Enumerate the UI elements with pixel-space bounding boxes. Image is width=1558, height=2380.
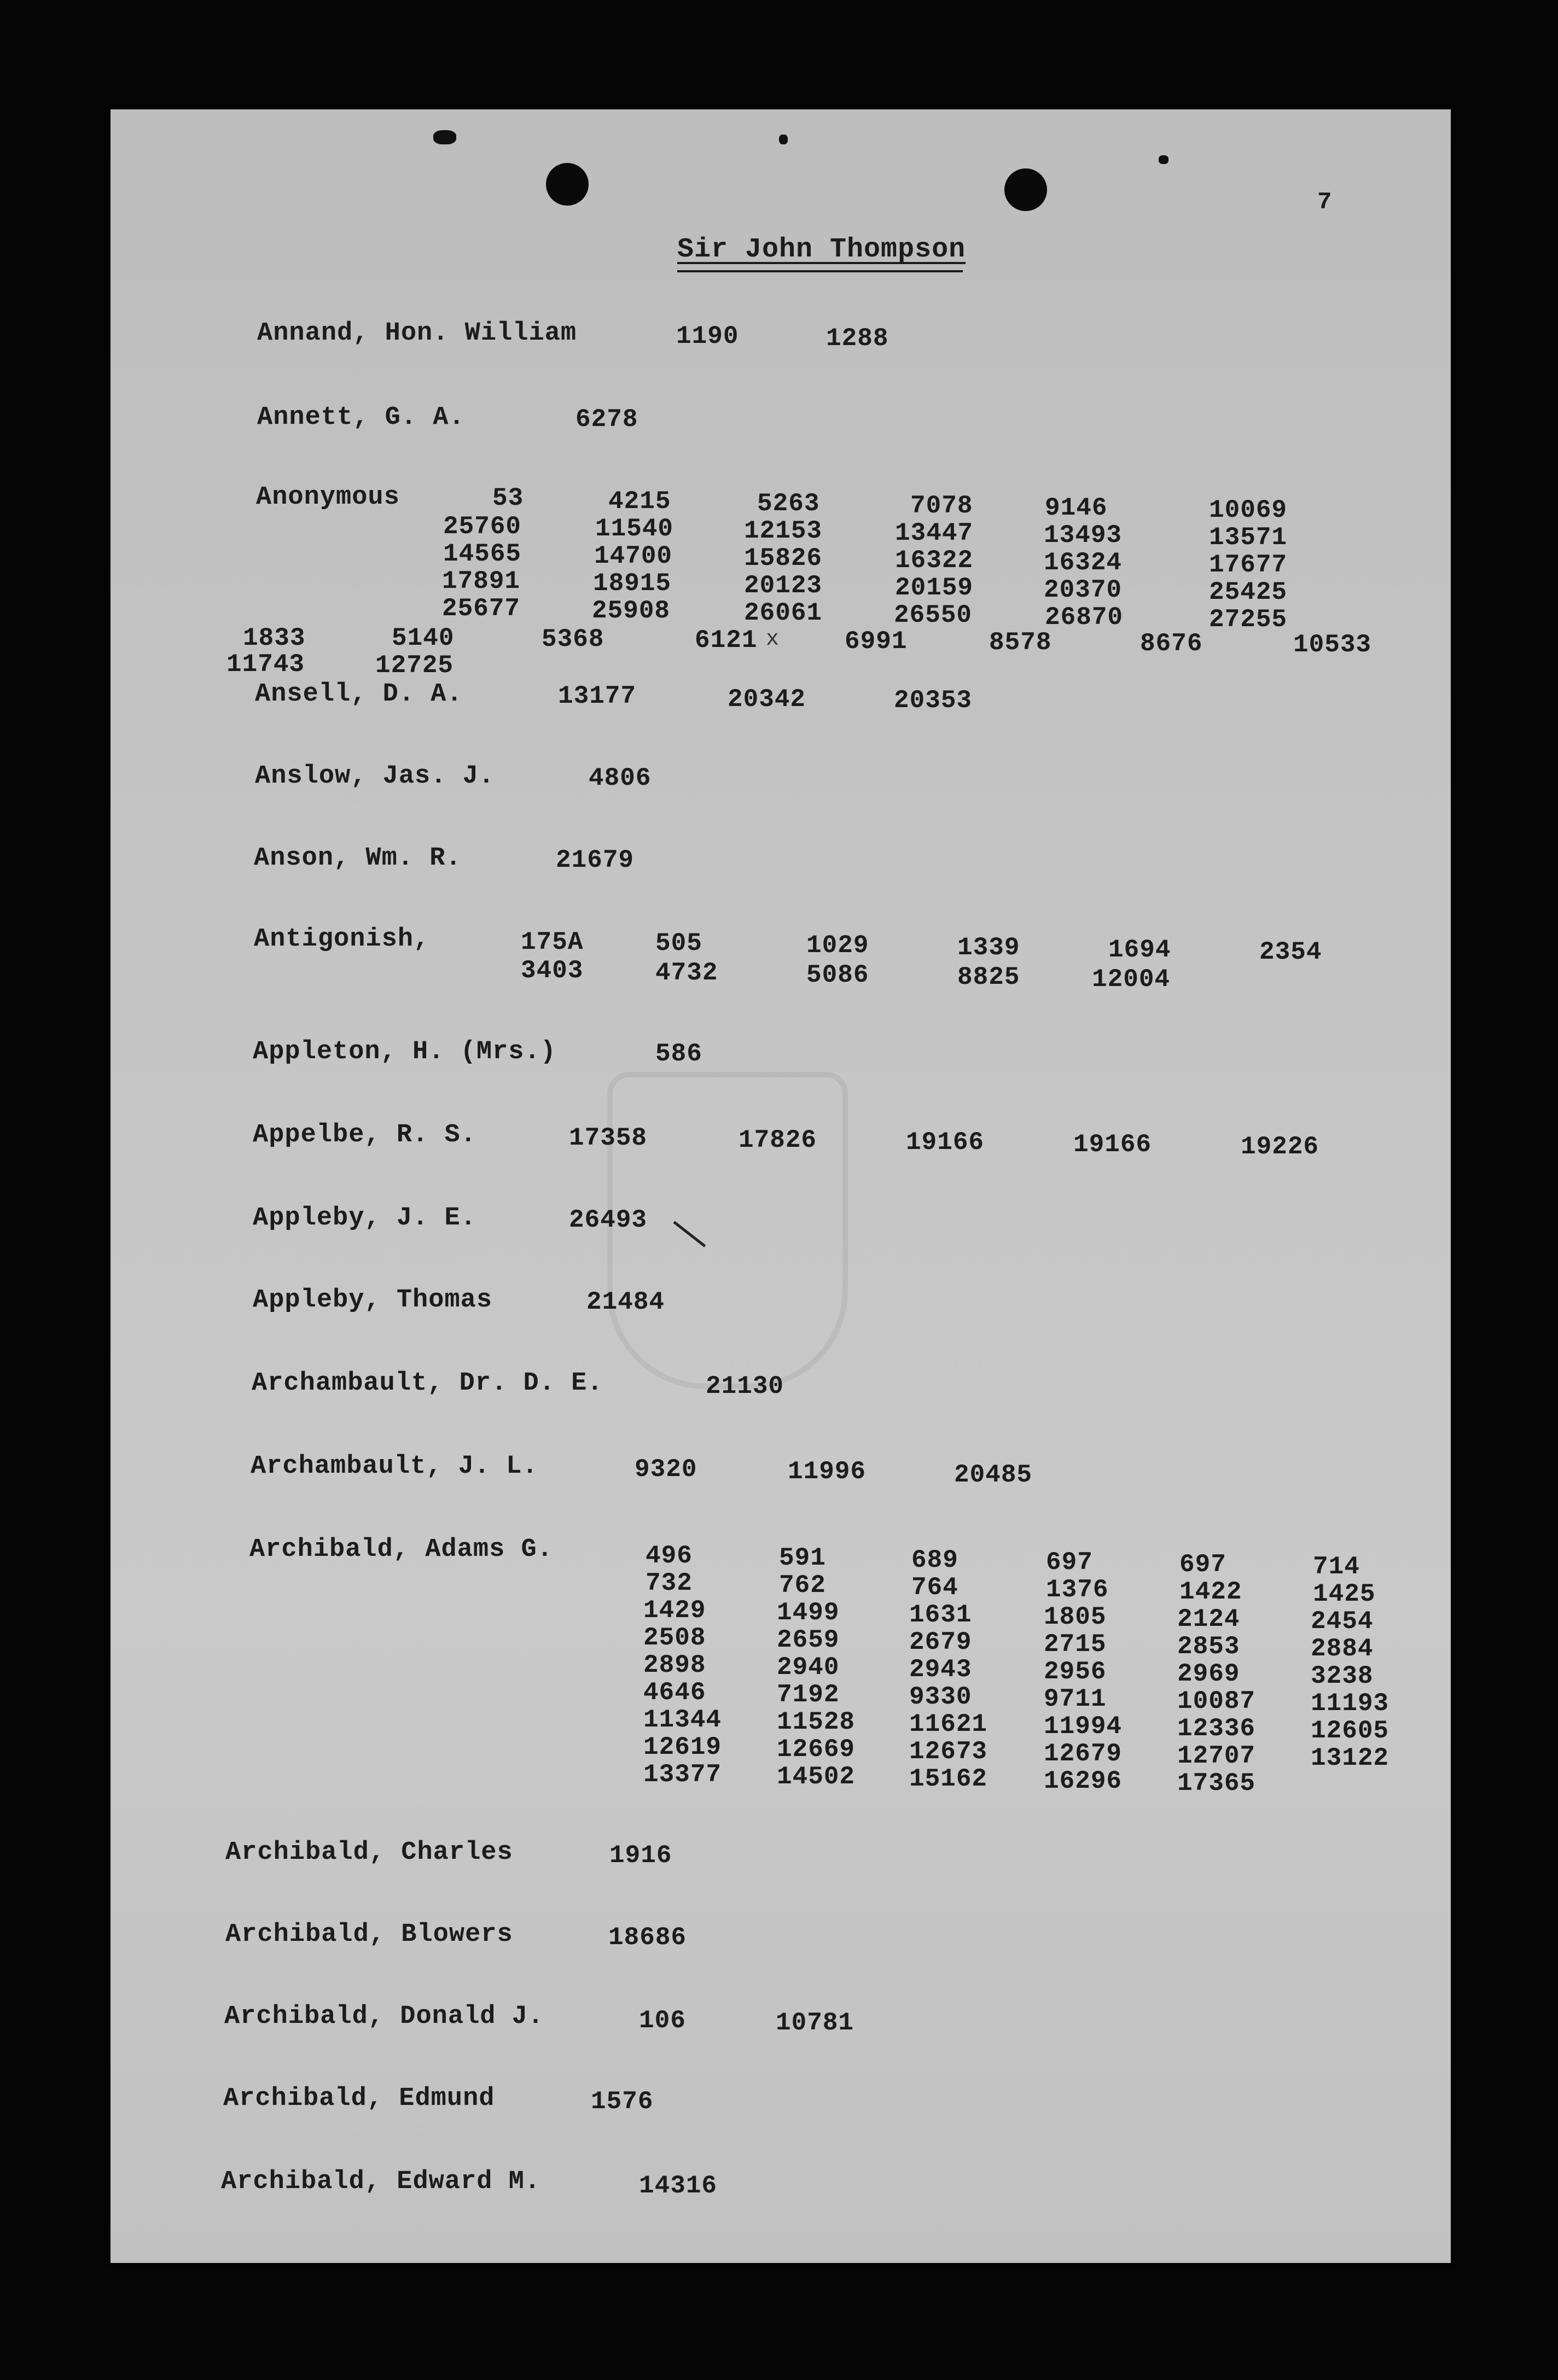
reference-number: 714 — [1313, 1553, 1360, 1581]
ink-speck — [1159, 155, 1168, 164]
reference-number: 2956 — [1044, 1658, 1107, 1686]
reference-number: 10533 — [1293, 631, 1372, 659]
reference-number: 12707 — [1177, 1742, 1256, 1770]
reference-number: 10069 — [1209, 496, 1288, 524]
reference-number: 53 — [492, 484, 524, 512]
reference-number: 11996 — [788, 1457, 867, 1486]
reference-number: 697 — [1046, 1548, 1093, 1577]
reference-number: 4732 — [655, 959, 718, 987]
reference-number: 19226 — [1241, 1133, 1319, 1161]
reference-number: 19166 — [1073, 1130, 1152, 1159]
reference-number: 764 — [911, 1573, 958, 1602]
reference-number: 505 — [655, 929, 702, 958]
reference-number: 17891 — [442, 567, 521, 596]
reference-number: 26493 — [569, 1206, 648, 1234]
reference-number: 17826 — [739, 1126, 817, 1154]
reference-number: 9146 — [1045, 494, 1108, 522]
entry-name: Appelbe, R. S. — [253, 1121, 476, 1150]
reference-number: 1694 — [1108, 936, 1171, 964]
reference-number: 2940 — [777, 1653, 840, 1682]
entry-name: Anslow, Jas. J. — [255, 762, 495, 791]
reference-number: 10087 — [1177, 1687, 1256, 1716]
reference-number: 19166 — [906, 1128, 985, 1157]
reference-number: 2969 — [1177, 1660, 1240, 1688]
reference-number: 13177 — [558, 682, 637, 710]
reference-number: 1631 — [909, 1601, 972, 1629]
reference-number: 17358 — [569, 1124, 648, 1152]
reference-number: 6278 — [575, 405, 638, 434]
reference-number: 16296 — [1044, 1767, 1123, 1795]
reference-number: 13493 — [1044, 521, 1123, 550]
reference-number: 2943 — [909, 1655, 972, 1684]
reference-number: 10781 — [776, 2009, 854, 2037]
reference-number: 4646 — [643, 1678, 706, 1707]
reference-number: 1805 — [1044, 1603, 1107, 1631]
reference-number: 14565 — [443, 540, 522, 568]
reference-number: 2354 — [1259, 938, 1322, 966]
reference-number: 11528 — [777, 1708, 856, 1736]
reference-number: 15826 — [744, 544, 823, 573]
reference-number: 2679 — [909, 1628, 972, 1656]
reference-number: 6121 — [695, 626, 758, 655]
reference-number: 20123 — [744, 571, 823, 600]
reference-number: 689 — [911, 1546, 958, 1574]
reference-number: 1576 — [591, 2087, 654, 2116]
reference-number: 16322 — [895, 546, 974, 575]
reference-number: 11193 — [1311, 1689, 1390, 1718]
reference-number: 21484 — [586, 1288, 665, 1316]
reference-number: 4806 — [589, 764, 652, 792]
reference-number: 1916 — [609, 1841, 672, 1870]
punch-hole-right — [1004, 168, 1047, 211]
page-number: 7 — [1317, 189, 1333, 216]
reference-number: 496 — [646, 1542, 693, 1570]
reference-number: 2884 — [1311, 1635, 1374, 1663]
reference-number: 21679 — [556, 846, 635, 874]
reference-number: 18686 — [608, 1923, 687, 1952]
reference-number: 9330 — [909, 1683, 972, 1711]
reference-number: 4215 — [608, 487, 671, 516]
entry-name: Appleton, H. (Mrs.) — [253, 1037, 556, 1066]
reference-number: 5086 — [806, 961, 869, 989]
reference-number: 732 — [646, 1569, 693, 1597]
reference-number: 2898 — [643, 1651, 706, 1679]
reference-number: 18915 — [593, 569, 672, 598]
reference-number: 1429 — [643, 1596, 706, 1625]
reference-number: 11743 — [226, 650, 305, 679]
entry-name: Ansell, D. A. — [255, 680, 463, 709]
reference-number: 12669 — [777, 1735, 856, 1764]
reference-number: 12673 — [909, 1737, 988, 1766]
punch-hole-left — [546, 163, 589, 206]
reference-number: 106 — [639, 2006, 686, 2035]
reference-number: 3403 — [521, 956, 584, 985]
reference-number: 12619 — [643, 1733, 722, 1761]
entry-name: Appleby, Thomas — [253, 1286, 493, 1315]
entry-name: Antigonish, — [254, 925, 430, 954]
reference-number: 12605 — [1311, 1717, 1390, 1745]
reference-number: 13122 — [1311, 1744, 1390, 1772]
reference-number: 9711 — [1044, 1685, 1107, 1713]
entry-name: Anson, Wm. R. — [254, 844, 462, 873]
reference-number: 762 — [779, 1571, 826, 1600]
reference-number: 2124 — [1177, 1605, 1240, 1634]
entry-name: Appleby, J. E. — [253, 1204, 476, 1233]
reference-number: 2659 — [777, 1626, 840, 1654]
reference-number: 26550 — [894, 601, 973, 629]
reference-number: 12725 — [375, 651, 454, 680]
reference-number: 14502 — [777, 1763, 856, 1791]
reference-number: 8825 — [957, 963, 1020, 991]
reference-number: 1499 — [777, 1599, 840, 1627]
reference-number: 9320 — [635, 1455, 697, 1484]
reference-number: 1833 — [243, 624, 306, 652]
reference-number: 586 — [655, 1040, 702, 1068]
reference-number: 11621 — [909, 1710, 988, 1739]
reference-number: 591 — [779, 1544, 826, 1572]
reference-number: 25908 — [592, 597, 671, 625]
reference-number: 11540 — [595, 515, 674, 543]
reference-number: 175A — [521, 928, 584, 956]
reference-number: 17365 — [1177, 1769, 1256, 1798]
reference-number: 13447 — [895, 519, 974, 547]
page-title: Sir John Thompson — [677, 234, 966, 265]
reference-number: 1425 — [1313, 1580, 1376, 1608]
reference-number: 14700 — [594, 542, 673, 570]
reference-number: 25677 — [442, 594, 521, 623]
reference-number: 12336 — [1177, 1714, 1256, 1743]
reference-number: 20353 — [894, 686, 973, 715]
reference-number: 11344 — [643, 1706, 722, 1734]
reference-number: 21130 — [706, 1372, 784, 1401]
entry-name: Annett, G. A. — [257, 403, 465, 432]
reference-number: 20370 — [1044, 576, 1123, 604]
reference-number: 2508 — [643, 1624, 706, 1652]
reference-number: 20485 — [954, 1461, 1033, 1489]
reference-number: 1376 — [1046, 1576, 1109, 1604]
reference-number: 5368 — [542, 625, 604, 654]
reference-number: 20159 — [895, 574, 974, 602]
reference-number: 1029 — [806, 931, 869, 960]
reference-number: 5263 — [757, 489, 820, 518]
marginal-mark: x — [766, 627, 780, 652]
reference-number: 2454 — [1311, 1607, 1374, 1636]
reference-number: 20342 — [728, 685, 806, 714]
reference-number: 3238 — [1311, 1662, 1374, 1690]
entry-name: Archibald, Blowers — [225, 1920, 513, 1949]
reference-number: 1190 — [676, 322, 739, 351]
entry-name: Archibald, Edmund — [223, 2084, 495, 2113]
entry-name: Archibald, Edward M. — [221, 2167, 541, 2196]
entry-name: Archibald, Adams G. — [249, 1535, 553, 1564]
entry-name: Archibald, Donald J. — [224, 2002, 544, 2031]
reference-number: 16324 — [1044, 549, 1123, 577]
reference-number: 2853 — [1177, 1632, 1240, 1661]
reference-number: 1339 — [957, 934, 1020, 962]
reference-number: 1288 — [826, 324, 889, 353]
reference-number: 8578 — [989, 628, 1052, 657]
entry-name: Archambault, Dr. D. E. — [252, 1369, 603, 1398]
reference-number: 5140 — [392, 624, 455, 652]
reference-number: 26870 — [1045, 603, 1124, 632]
reference-number: 7078 — [910, 492, 973, 520]
entry-name: Annand, Hon. William — [257, 319, 577, 348]
reference-number: 2715 — [1044, 1630, 1107, 1659]
reference-number: 14316 — [639, 2172, 718, 2200]
reference-number: 15162 — [909, 1765, 988, 1793]
reference-number: 7192 — [777, 1681, 840, 1709]
reference-number: 11994 — [1044, 1712, 1123, 1741]
entry-name: Anonymous — [256, 483, 400, 512]
reference-number: 1422 — [1179, 1578, 1242, 1606]
reference-number: 13571 — [1209, 523, 1288, 552]
ink-speck — [433, 130, 456, 144]
reference-number: 27255 — [1209, 605, 1288, 634]
reference-number: 25425 — [1209, 578, 1288, 606]
title-double-underline — [677, 270, 963, 272]
reference-number: 13377 — [643, 1760, 722, 1789]
reference-number: 26061 — [744, 599, 823, 627]
reference-number: 6991 — [845, 627, 908, 656]
entry-name: Archambault, J. L. — [251, 1452, 538, 1481]
reference-number: 12679 — [1044, 1740, 1123, 1768]
reference-number: 12004 — [1092, 965, 1171, 994]
ink-speck — [779, 135, 788, 144]
reference-number: 12153 — [744, 517, 823, 545]
reference-number: 25760 — [443, 512, 522, 541]
reference-number: 17677 — [1209, 551, 1288, 579]
reference-number: 8676 — [1140, 629, 1203, 658]
reference-number: 697 — [1179, 1550, 1226, 1579]
entry-name: Archibald, Charles — [225, 1838, 513, 1867]
